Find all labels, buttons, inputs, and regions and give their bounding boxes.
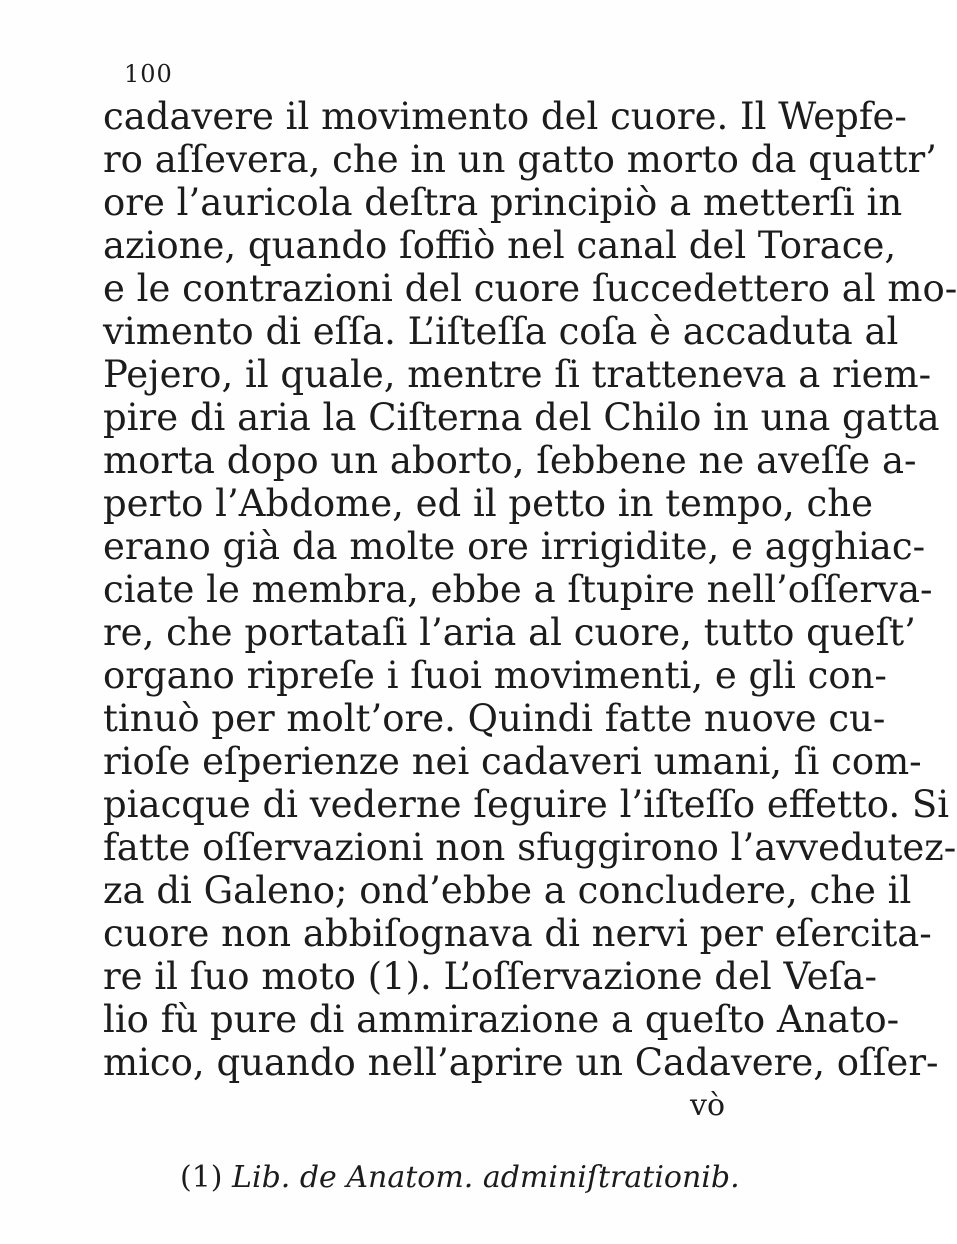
footnote-text: Lib. de Anatom. adminiſtrationib. [232,1160,740,1195]
text-line: lio fù pure di ammirazione a queſto Anato- [103,998,900,1041]
text-line: za di Galeno; ond’ebbe a concludere, che il [103,869,912,912]
catchword: vò [690,1088,726,1123]
text-line: organo ripreſe i ſuoi movimenti, e gli con- [103,654,887,697]
text-line: e le contrazioni del cuore ſuccedettero al mo- [103,267,957,310]
text-line: piacque di vederne ſeguire l’iſteſſo effetto. Si [103,783,950,826]
text-line: ciate le membra, ebbe a ſtupire nell’oſſerva- [103,568,933,611]
text-line: cadavere il movimento del cuore. Il Wepfe- [103,95,907,138]
page-number: 100 [124,60,173,88]
footnote [180,1160,740,1195]
text-line: perto l’Abdome, ed il petto in tempo, che [103,482,873,525]
text-line: re il ſuo moto (1). L’oſſervazione del Veſa- [103,955,877,998]
text-line: pire di aria la Ciſterna del Chilo in una gatta [103,396,940,439]
text-line: rioſe eſperienze nei cadaveri umani, ſi com- [103,740,922,783]
text-line: ore l’auricola deſtra principiò a metterſi in [103,181,903,224]
text-line: mico, quando nell’aprire un Cadavere, oſſer- [103,1041,939,1084]
text-line: ro aſſevera, che in un gatto morto da quattr’ [103,138,937,181]
text-line: azione, quando ſoffiò nel canal del Torace, [103,224,897,267]
text-line: fatte oſſervazioni non sfuggirono l’avvedutez- [103,826,957,869]
footnote-marker: (1) [180,1160,223,1195]
text-line: vimento di eſſa. L’iſteſſa coſa è accaduta al [103,310,899,353]
text-line: tinuò per molt’ore. Quindi fatte nuove cu- [103,697,886,740]
text-line: erano già da molte ore irrigidite, e agghiac- [103,525,926,568]
text-line: cuore non abbiſognava di nervi per eſercita- [103,912,932,955]
text-line: morta dopo un aborto, ſebbene ne aveſſe a- [103,439,917,482]
text-line: re, che portataſi l’aria al cuore, tutto queſt’ [103,611,916,654]
text-line: Pejero, il quale, mentre ſi tratteneva a riem- [103,353,932,396]
